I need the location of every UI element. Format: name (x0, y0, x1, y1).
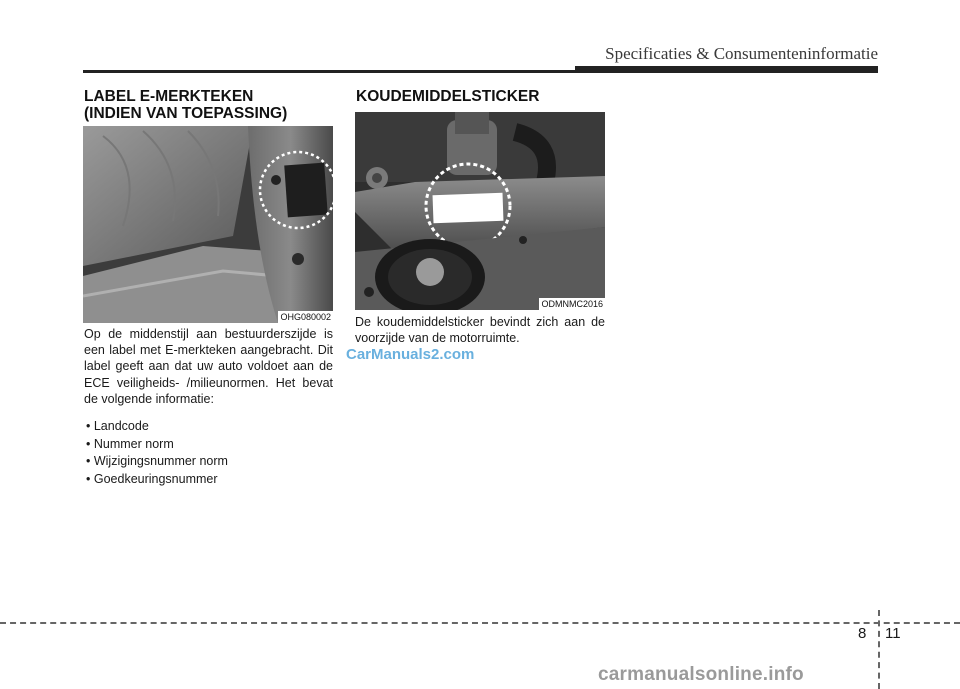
list-item: • Goedkeuringsnummer (86, 471, 228, 489)
footer-divider (878, 610, 880, 689)
watermark-text: CarManuals2.com (346, 346, 475, 363)
site-watermark: carmanualsonline.info (598, 664, 804, 685)
title-line-1: LABEL E-MERKTEKEN (84, 88, 254, 105)
section-title-refrigerant: KOUDEMIDDELSTICKER (356, 88, 540, 105)
header-rule-accent (575, 66, 878, 73)
e-label-info-list (86, 418, 228, 488)
list-item: • Wijzigingsnummer norm (86, 453, 228, 471)
section-title-e-label (84, 88, 287, 122)
image-caption: ODMNMC2016 (541, 299, 603, 309)
page-number: 11 (885, 625, 901, 642)
refrigerant-photo (355, 112, 605, 310)
image-caption: OHG080002 (280, 312, 331, 322)
running-header: Specificaties & Consumenteninformatie (605, 44, 878, 63)
chapter-number: 8 (858, 625, 867, 642)
e-label-description: Op de middenstijl aan bestuurderszijde is een label met E-merkteken aangebracht. Dit label geeft aan dat uw auto voldoet aan de ECE veiligheids- /milieunormen. Het bevat de volgende informatie: (84, 327, 333, 406)
refrigerant-description: De koudemiddelsticker bevindt zich aan de voorzijde van de motorruimte. (355, 315, 605, 346)
engine-bay-illustration (355, 112, 605, 310)
b-pillar-illustration (83, 126, 333, 323)
footer-rule (0, 622, 960, 624)
e-label-photo (83, 126, 333, 323)
title-line-2: (INDIEN VAN TOEPASSING) (84, 105, 288, 122)
list-item: • Landcode (86, 418, 228, 436)
list-item: • Nummer norm (86, 436, 228, 454)
